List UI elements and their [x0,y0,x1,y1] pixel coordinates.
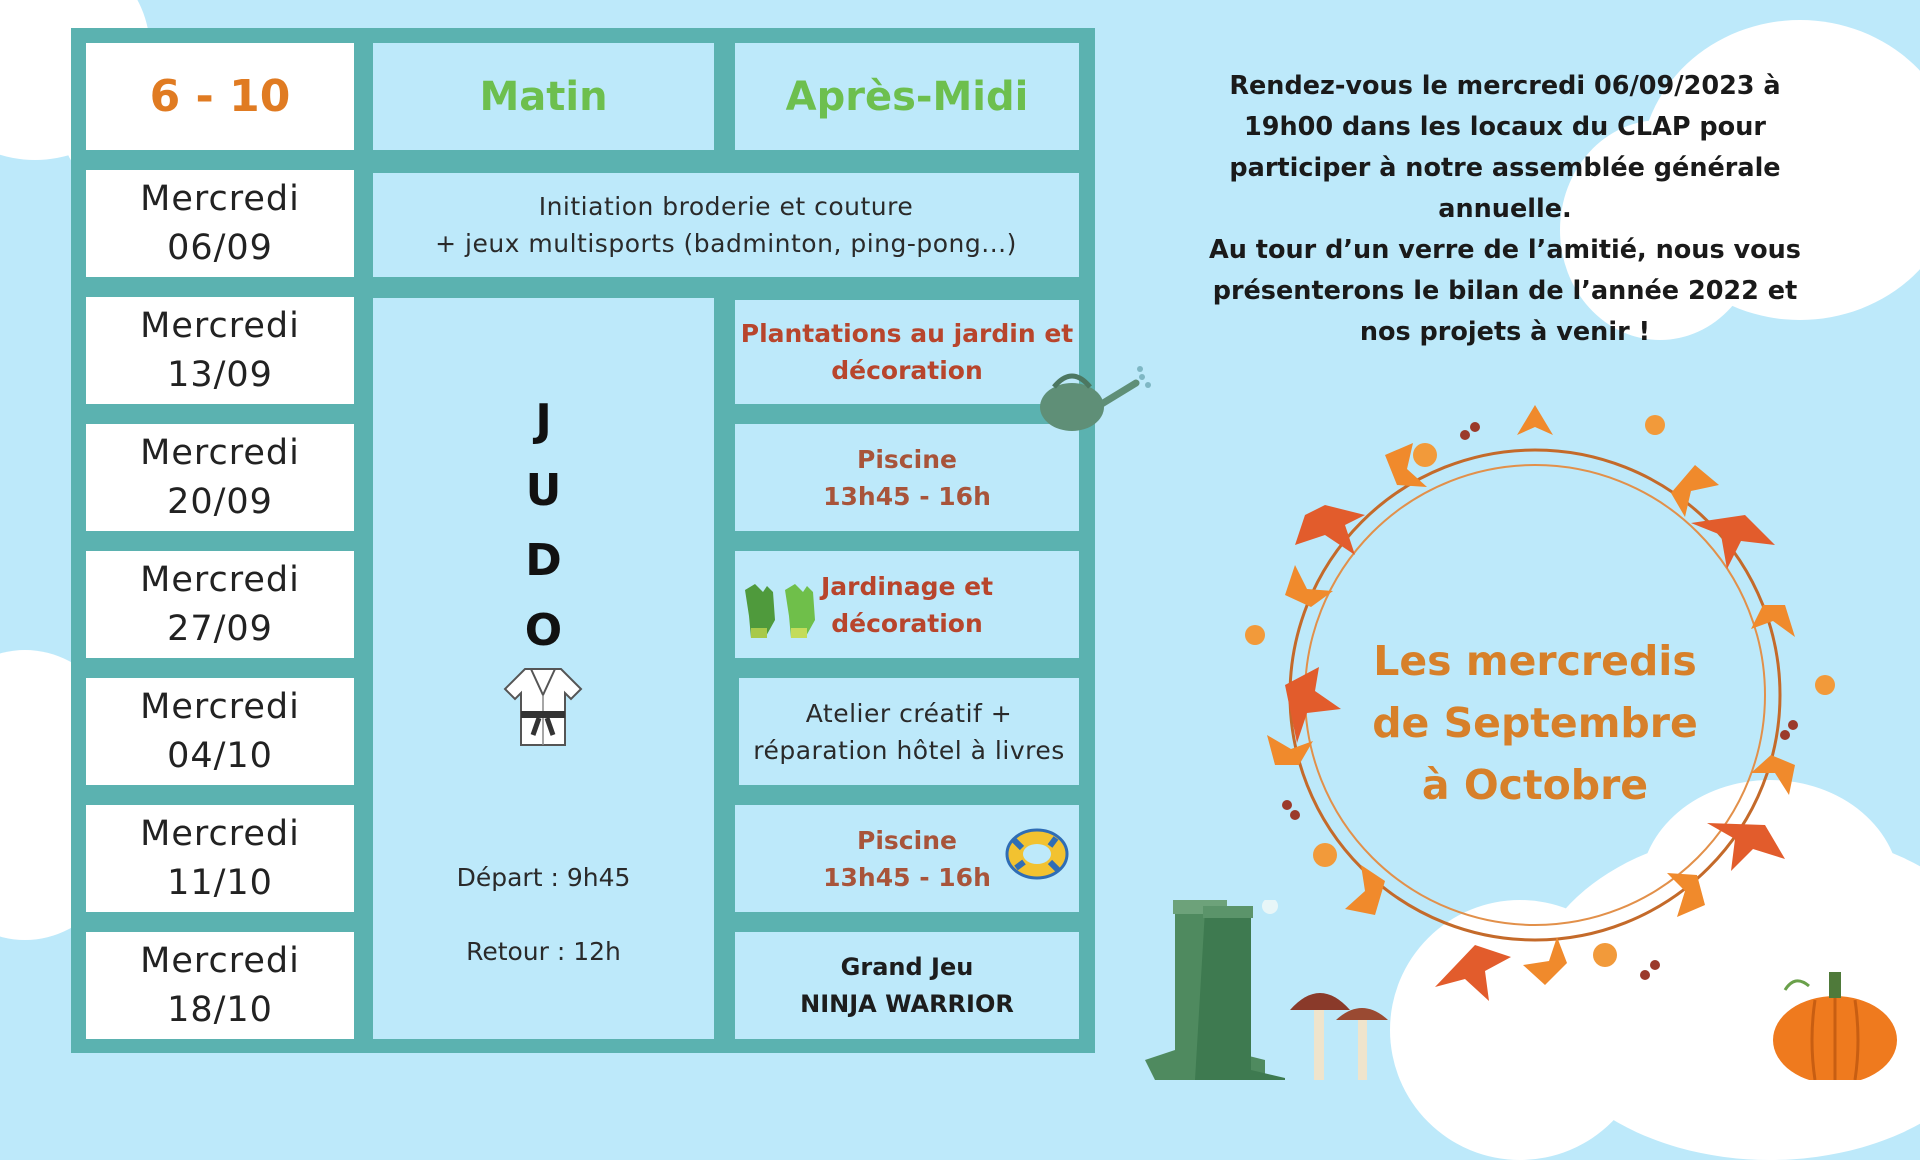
day-date: 20/09 [167,481,273,522]
activity-line: Initiation broderie et couture [538,192,914,221]
day-date: 13/09 [167,354,273,395]
day-name: Mercredi [140,432,300,473]
activity-line: 13h45 - 16h [823,481,991,511]
day-name: Mercredi [140,686,300,727]
announcement-line: 19h00 dans les locaux du CLAP pour [1244,112,1766,142]
activity-line: Piscine [857,825,957,855]
age-range: 6 - 10 [149,71,291,122]
day-cell [86,170,354,277]
activity-line: Jardinage et [820,571,994,601]
day-date: 27/09 [167,608,273,649]
day-date: 11/10 [167,862,273,903]
header-morning-cell [373,43,714,150]
activity-line: 13h45 - 16h [823,862,991,892]
activity-line: Piscine [857,444,957,474]
activity-line: décoration [831,356,983,385]
activity-line: + jeux multisports (badminton, ping-pong...) [435,229,1017,258]
activity-line: Plantations au jardin et [740,319,1074,348]
schedule-table [71,28,1095,1053]
judo-departure: Départ : 9h45 [456,863,631,892]
day-cell [86,932,354,1039]
first-day-activity-cell [373,173,1079,277]
judo-letter: O [524,605,563,656]
announcement-line: participer à notre assemblée générale [1229,153,1781,183]
wreath-title-line: à Octobre [1421,761,1649,809]
day-date: 06/09 [167,227,273,268]
announcement-line: nos projets à venir ! [1359,317,1651,347]
day-cell [86,551,354,658]
announcement-line: Rendez-vous le mercredi 06/09/2023 à [1229,71,1781,101]
day-date: 18/10 [167,989,273,1030]
gloves-icon [741,580,821,640]
judo-gi-icon [503,665,583,749]
announcement-line: présenterons le bilan de l’année 2022 et [1212,276,1798,306]
day-cell [86,297,354,404]
activity-line: réparation hôtel à livres [753,735,1065,765]
mushrooms-icon [1280,980,1400,1080]
wreath-title [1340,630,1730,816]
header-morning: Matin [479,73,608,120]
activity-line: NINJA WARRIOR [800,989,1014,1018]
afternoon-cell [735,300,1079,404]
day-name: Mercredi [140,559,300,600]
afternoon-cell [735,424,1079,531]
day-name: Mercredi [140,940,300,981]
day-name: Mercredi [140,305,300,346]
day-cell [86,678,354,785]
wreath-title-line: Les mercredis [1373,637,1697,685]
day-name: Mercredi [140,813,300,854]
judo-letter: J [535,395,552,446]
activity-line: Atelier créatif + [805,698,1013,728]
day-cell [86,805,354,912]
activity-line: Grand Jeu [840,952,974,981]
announcement-line: Au tour d’un verre de l’amitié, nous vous [1209,235,1801,265]
afternoon-cell [735,932,1079,1039]
rain-boots-icon [1125,900,1285,1080]
announcement-line: annuelle. [1438,194,1572,224]
pumpkin-icon [1765,970,1905,1080]
day-date: 04/10 [167,735,273,776]
afternoon-cell [739,678,1079,785]
judo-letter: D [525,535,562,586]
header-afternoon-cell [735,43,1079,150]
judo-return: Retour : 12h [466,937,621,966]
swim-ring-icon [1004,824,1070,884]
activity-line: décoration [831,608,983,638]
day-name: Mercredi [140,178,300,219]
judo-morning-cell [373,298,714,1039]
day-cell [86,424,354,531]
wreath-title-line: de Septembre [1372,699,1698,747]
header-age-cell [86,43,354,150]
watering-can-icon [1032,365,1152,435]
header-afternoon: Après-Midi [785,73,1029,120]
judo-letter: U [525,465,562,516]
meeting-announcement [1195,66,1815,353]
